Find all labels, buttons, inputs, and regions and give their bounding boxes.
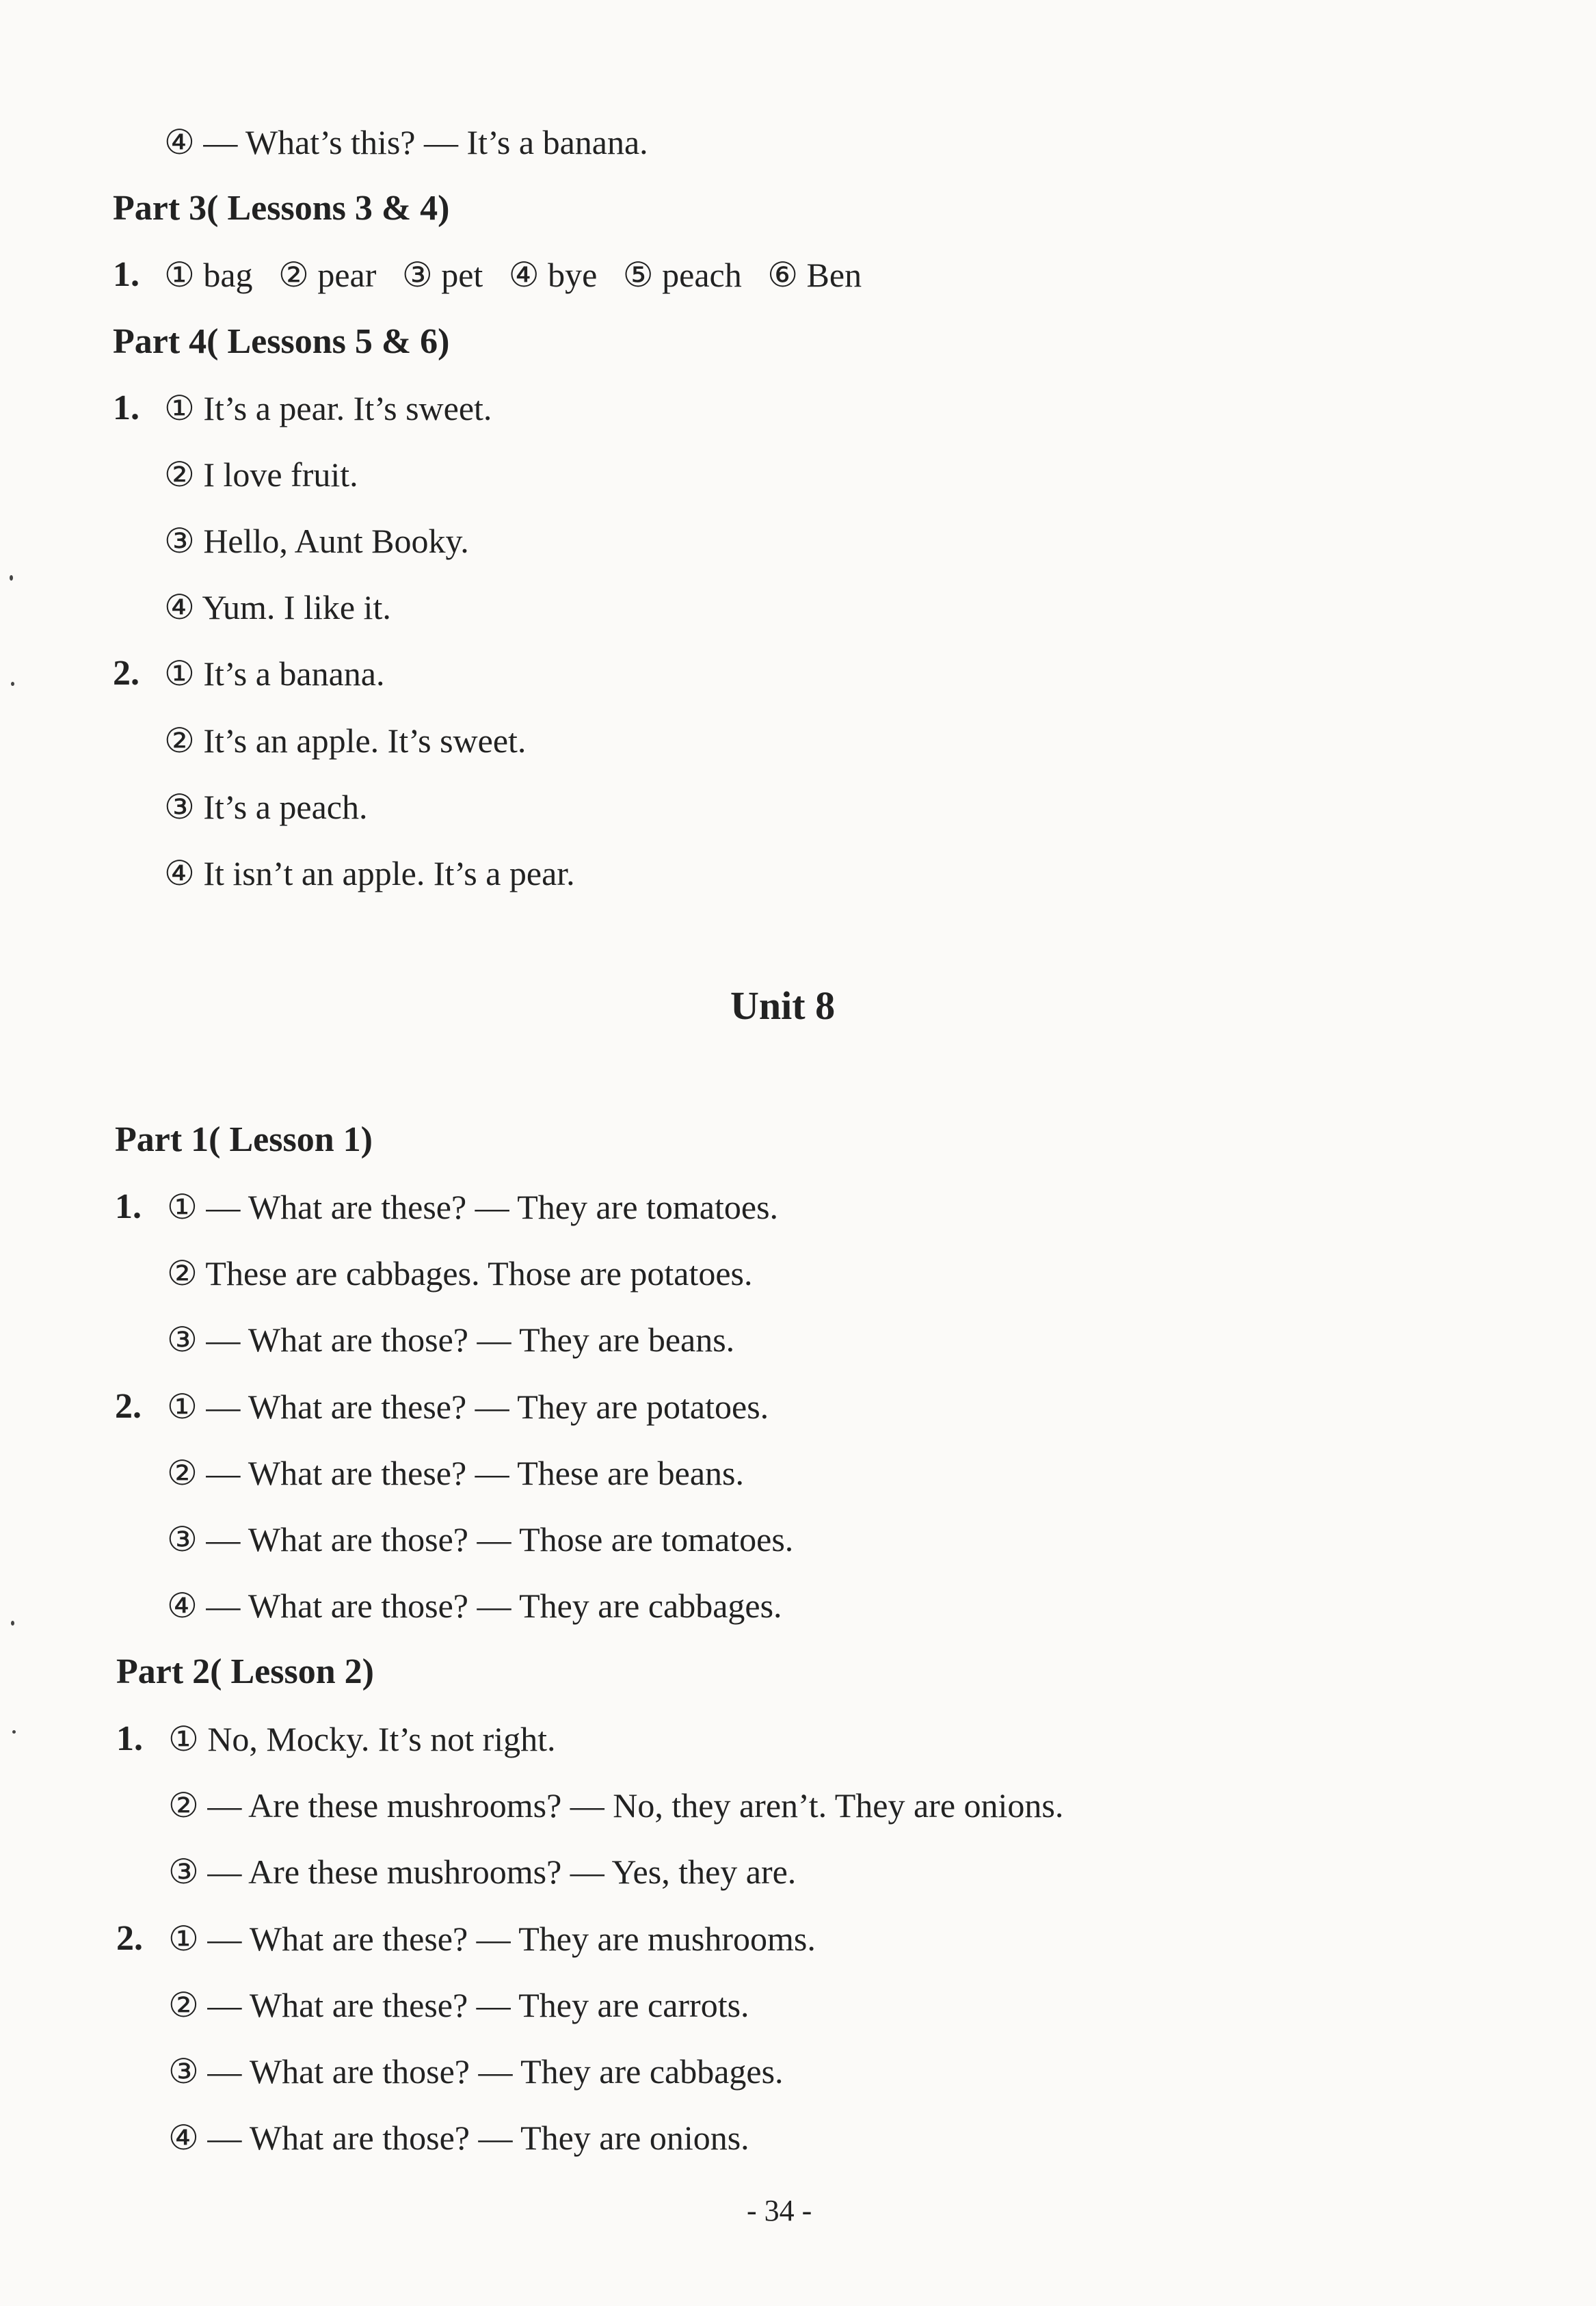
- scan-speck: [11, 1621, 14, 1626]
- answer-line: ① — What are these? — They are tomatoes.: [167, 1188, 779, 1226]
- scan-speck: [12, 1730, 16, 1734]
- answer-line: ③ It’s a peach.: [164, 788, 368, 826]
- answer-line: ② I love fruit.: [164, 455, 358, 494]
- scan-speck: [10, 575, 13, 581]
- page-number: - 34 -: [747, 2194, 812, 2227]
- answer-line: ③ — What are those? — Those are tomatoes.: [167, 1520, 794, 1559]
- scan-speck: [11, 682, 14, 686]
- answer-line: ① No, Mocky. It’s not right.: [168, 1720, 556, 1758]
- answer-line: ④ — What’s this? — It’s a banana.: [164, 123, 648, 161]
- question-number: 2.: [116, 1919, 143, 1958]
- answer-line: ② — What are these? — They are carrots.: [168, 1986, 749, 2024]
- answer-line: ① It’s a banana.: [164, 654, 385, 693]
- answer-line: ② It’s an apple. It’s sweet.: [164, 721, 527, 760]
- answer-line: ② — What are these? — These are beans.: [167, 1454, 745, 1492]
- answer-line: ③ — Are these mushrooms? — Yes, they are.: [168, 1853, 797, 1891]
- answer-line: ③ — What are those? — They are cabbages.: [168, 2052, 784, 2091]
- answer-line: ④ — What are those? — They are onions.: [168, 2119, 749, 2157]
- question-number: 1.: [113, 388, 139, 427]
- section-heading-part-1: Part 1( Lesson 1): [115, 1120, 373, 1159]
- answer-line: ① It’s a pear. It’s sweet.: [164, 389, 492, 427]
- question-number: 1.: [116, 1719, 143, 1758]
- answer-line: ② These are cabbages. Those are potatoes.: [167, 1254, 753, 1293]
- answer-line: ③ Hello, Aunt Booky.: [164, 522, 469, 560]
- question-number: 1.: [115, 1187, 142, 1226]
- answer-line: ④ — What are those? — They are cabbages.: [167, 1587, 782, 1625]
- answer-line: ① — What are these? — They are potatoes.: [167, 1388, 769, 1426]
- question-number: 1.: [113, 255, 139, 294]
- answer-line: ② — Are these mushrooms? — No, they aren’t. They are onions.: [168, 1786, 1064, 1825]
- answer-line: ① bag ② pear ③ pet ④ bye ⑤ peach ⑥ Ben: [164, 256, 862, 294]
- section-heading-part-3: Part 3( Lessons 3 & 4): [113, 189, 450, 228]
- answer-line: ③ — What are those? — They are beans.: [167, 1321, 735, 1359]
- answer-line: ④ It isn’t an apple. It’s a pear.: [164, 854, 575, 892]
- section-heading-part-4: Part 4( Lessons 5 & 6): [113, 322, 450, 361]
- unit-title: Unit 8: [730, 983, 836, 1028]
- question-number: 2.: [115, 1387, 142, 1426]
- question-number: 2.: [113, 654, 139, 693]
- answer-line: ④ Yum. I like it.: [164, 588, 391, 626]
- answer-line: ① — What are these? — They are mushrooms.: [168, 1920, 816, 1958]
- section-heading-part-2: Part 2( Lesson 2): [116, 1652, 374, 1691]
